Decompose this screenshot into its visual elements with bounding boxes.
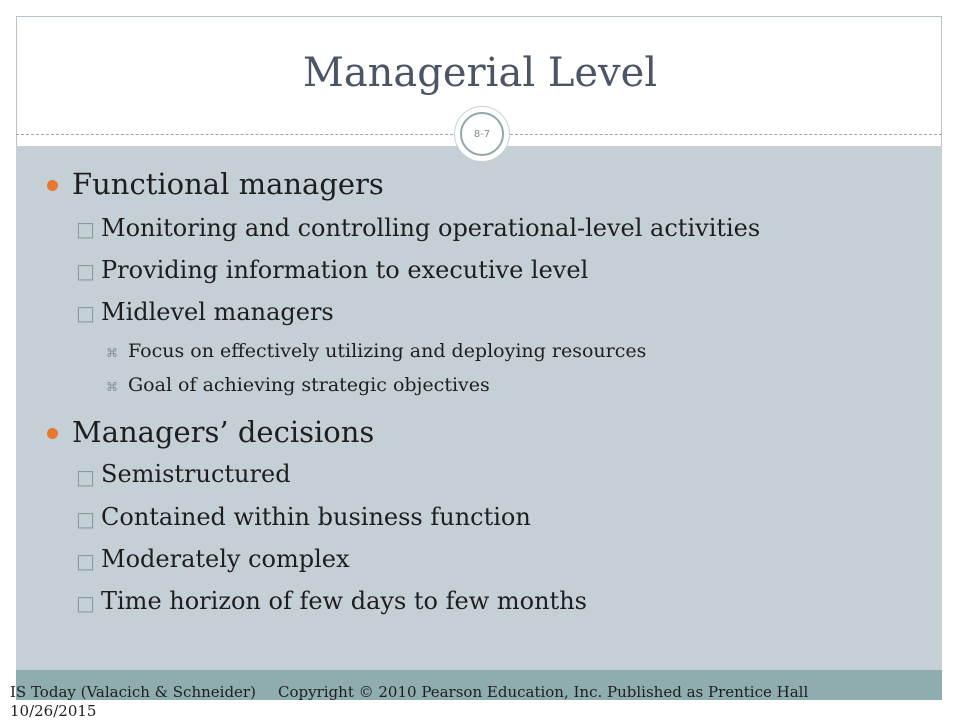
bullet-level2: Contained within business function <box>101 503 531 531</box>
bullet-level1: Functional managers <box>72 167 384 201</box>
bullet-level1: Managers’ decisions <box>72 415 375 449</box>
ornament-icon: ⌘ <box>106 380 118 394</box>
bullet-level2: Moderately complex <box>101 545 350 573</box>
hollow-square-icon: □ <box>76 259 95 283</box>
slide-title: Managerial Level <box>302 50 658 96</box>
hollow-square-icon: □ <box>76 465 95 489</box>
bullet-level2: Providing information to executive level <box>101 256 589 284</box>
hollow-square-icon: □ <box>76 507 95 531</box>
slide-number: 8-7 <box>460 112 504 156</box>
bullet-level2: Semistructured <box>101 460 291 488</box>
hollow-square-icon: □ <box>76 549 95 573</box>
orange-dot-icon <box>47 428 58 439</box>
bullet-level2: Monitoring and controlling operational-level activities <box>101 214 761 242</box>
bullet-level2: Time horizon of few days to few months <box>101 587 587 615</box>
bullet-level3: Focus on effectively utilizing and deploying resources <box>128 340 647 362</box>
footer-date: 10/26/2015 <box>10 702 97 720</box>
orange-dot-icon <box>47 180 58 191</box>
bullet-level3: Goal of achieving strategic objectives <box>128 374 490 396</box>
hollow-square-icon: □ <box>76 591 95 615</box>
hollow-square-icon: □ <box>76 301 95 325</box>
footer-source: IS Today (Valacich & Schneider) <box>10 683 256 701</box>
footer-copyright: Copyright © 2010 Pearson Education, Inc. Published as Prentice Hall <box>278 683 809 701</box>
bullet-level2: Midlevel managers <box>101 298 334 326</box>
ornament-icon: ⌘ <box>106 346 118 360</box>
hollow-square-icon: □ <box>76 217 95 241</box>
